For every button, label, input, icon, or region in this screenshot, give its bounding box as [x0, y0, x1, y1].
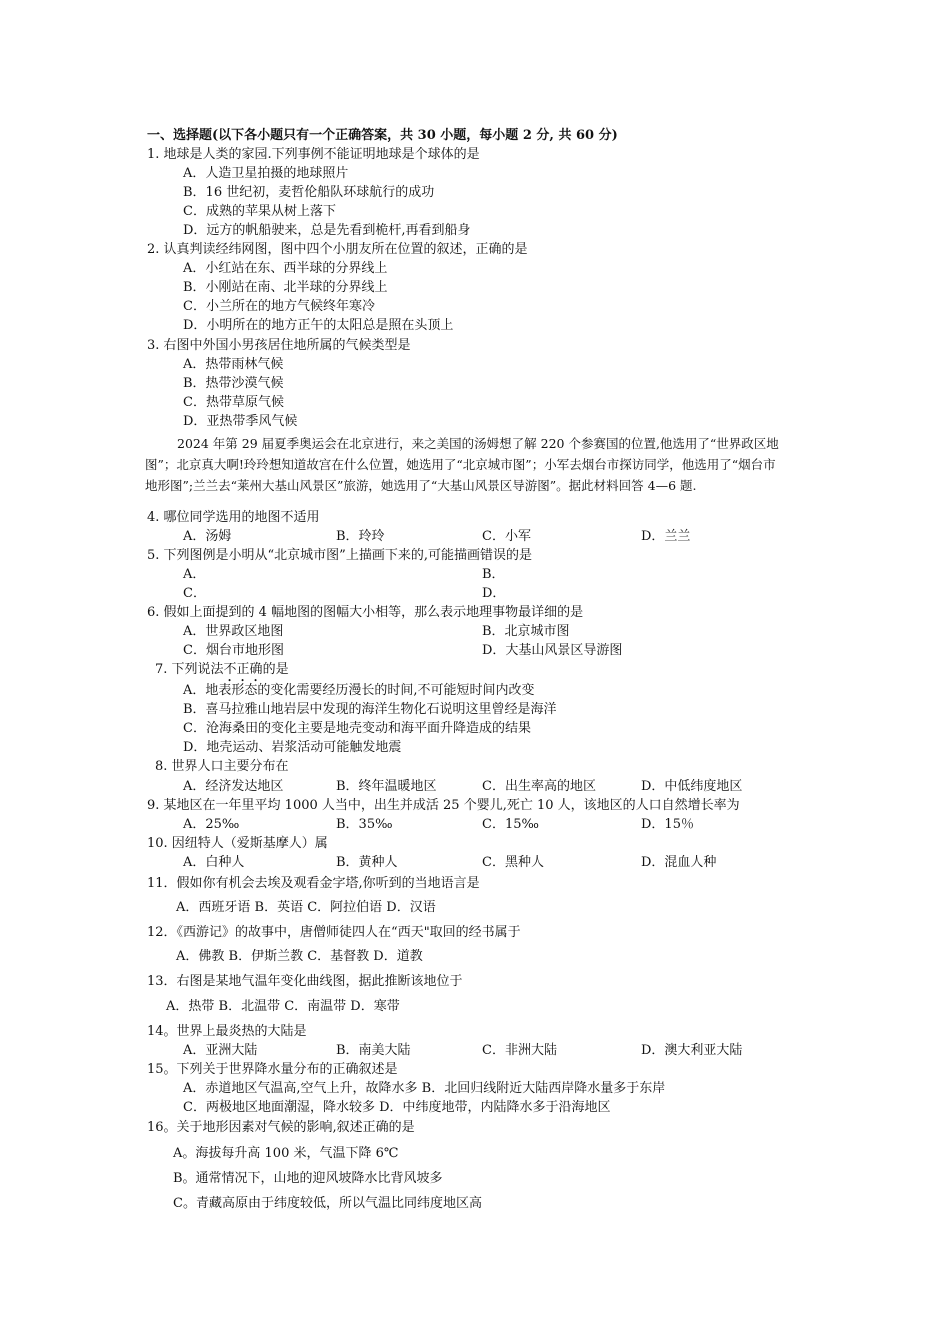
question-4-option-a: A．汤姆 — [183, 529, 232, 544]
section-heading: 一、选择题(以下各小题只有一个正确答案，共 30 小题，每小题 2 分, 共 60 分) — [147, 128, 618, 143]
question-14-stem: 14。世界上最炎热的大陆是 — [147, 1024, 307, 1039]
question-1-option-b: B．16 世纪初，麦哲伦船队环球航行的成功 — [183, 185, 435, 200]
question-2-stem: 2. 认真判读经纬网图，图中四个小朋友所在位置的叙述，正确的是 — [147, 242, 528, 257]
question-8-option-b: B．终年温暖地区 — [336, 779, 437, 794]
question-7-option-c: C．沧海桑田的变化主要是地壳变动和海平面升降造成的结果 — [183, 721, 531, 736]
question-14-option-b: B．南美大陆 — [336, 1043, 411, 1058]
question-7-option-a: A．地表形态的变化需要经历漫长的时间,不可能短时间内改变 — [183, 683, 535, 698]
question-15-stem: 15。下列关于世界降水量分布的正确叙述是 — [147, 1062, 398, 1077]
question-10-option-c: C．黑种人 — [482, 855, 544, 870]
question-2-option-d: D．小明所在的地方正午的太阳总是照在头顶上 — [183, 318, 454, 333]
question-1-option-a: A．人造卫星拍摄的地球照片 — [183, 166, 349, 181]
question-7-stem-suffix: 的是 — [262, 662, 289, 677]
question-2-option-c: C．小兰所在的地方气候终年寒冷 — [183, 299, 375, 314]
question-7-emphasis: 不正确 — [223, 662, 263, 677]
question-2-option-b: B．小刚站在南、北半球的分界线上 — [183, 280, 388, 295]
question-5-option-a: A． — [183, 567, 206, 582]
question-7-option-d: D．地壳运动、岩浆活动可能触发地震 — [183, 740, 402, 755]
question-1-option-d: D．远方的帆船驶来，总是先看到桅杆,再看到船身 — [183, 223, 471, 238]
question-4-option-c: C．小军 — [482, 529, 531, 544]
question-5-option-b: B． — [482, 567, 505, 582]
question-3-option-a: A．热带雨林气候 — [183, 357, 284, 372]
question-7-stem-prefix: 7. 下列说法 — [155, 662, 224, 677]
question-8-option-c: C．出生率高的地区 — [482, 779, 596, 794]
question-1-option-c: C．成熟的苹果从树上落下 — [183, 204, 336, 219]
question-5-stem: 5. 下列图例是小明从“北京城市图”上描画下来的,可能描画错误的是 — [147, 548, 532, 563]
question-5-option-c: C． — [183, 586, 206, 601]
question-14-option-c: C．非洲大陆 — [482, 1043, 557, 1058]
question-2-option-a: A．小红站在东、西半球的分界线上 — [183, 261, 388, 276]
question-12-options: A．佛教 B．伊斯兰教 C．基督教 D．道教 — [176, 949, 423, 964]
question-7-option-b: B．喜马拉雅山地岩层中发现的海洋生物化石说明这里曾经是海洋 — [183, 702, 557, 717]
question-10-option-b: B．黄种人 — [336, 855, 398, 870]
question-10-stem: 10. 因纽特人（爱斯基摩人）属 — [147, 836, 328, 851]
question-8-stem: 8. 世界人口主要分布在 — [155, 759, 289, 774]
question-3-option-c: C．热带草原气候 — [183, 395, 284, 410]
question-15-options-ab: A．赤道地区气温高,空气上升，故降水多 B．北回归线附近大陆西岸降水量多于东岸 — [183, 1081, 666, 1096]
question-3-option-b: B．热带沙漠气候 — [183, 376, 284, 391]
question-1-stem: 1. 地球是人类的家园.下列事例不能证明地球是个球体的是 — [147, 147, 480, 162]
question-10-option-a: A．白种人 — [183, 855, 245, 870]
question-8-option-a: A．经济发达地区 — [183, 779, 284, 794]
reading-material: 2024 年第 29 届夏季奥运会在北京进行，来之美国的汤姆想了解 220 个参赛国的位置,他选用了“世界政区地图”；北京真大啊!玲玲想知道故宫在什么位置，她选用了“北京城市图”；小军去烟台市探访同学，他选用了“烟台市地形图”;兰兰去“莱州大基山风景区”旅游，她选用了“大基山风景区导游图”。据此材料回答 4—6 题. — [145, 436, 779, 493]
question-9-option-c: C．15‰ — [482, 817, 539, 832]
question-3-option-d: D．亚热带季风气候 — [183, 414, 298, 429]
question-16-option-a: A。海拔每升高 100 米，气温下降 6℃ — [173, 1146, 399, 1161]
question-11-stem: 11．假如你有机会去埃及观看金字塔,你听到的当地语言是 — [147, 876, 480, 891]
question-14-option-d: D．澳大利亚大陆 — [641, 1043, 743, 1058]
question-6-option-a: A．世界政区地图 — [183, 624, 284, 639]
question-15-options-cd: C．两极地区地面潮湿，降水较多 D．中纬度地带，内陆降水多于沿海地区 — [183, 1100, 611, 1115]
question-3-stem: 3. 右图中外国小男孩居住地所属的气候类型是 — [147, 338, 411, 353]
question-6-option-d: D．大基山风景区导游图 — [482, 643, 623, 658]
question-6-option-c: C．烟台市地形图 — [183, 643, 284, 658]
question-9-option-b: B．35‰ — [336, 817, 393, 832]
question-16-option-c: C。青藏高原由于纬度较低，所以气温比同纬度地区高 — [173, 1196, 482, 1211]
question-10-option-d: D．混血人种 — [641, 855, 717, 870]
question-16-option-b: B。通常情况下，山地的迎风坡降水比背风坡多 — [173, 1171, 443, 1186]
question-13-stem: 13．右图是某地气温年变化曲线图，据此推断该地位于 — [147, 974, 463, 989]
question-12-stem: 12．《西游记》的故事中，唐僧师徒四人在“西天"取回的经书属于 — [147, 925, 521, 940]
question-4-option-b: B．玲玲 — [336, 529, 385, 544]
question-11-options: A．西班牙语 B．英语 C．阿拉伯语 D．汉语 — [176, 900, 436, 915]
question-6-stem: 6. 假如上面提到的 4 幅地图的图幅大小相等，那么表示地理事物最详细的是 — [147, 605, 584, 620]
question-5-option-d: D． — [482, 586, 506, 601]
question-9-stem: 9. 某地区在一年里平均 1000 人当中，出生并成活 25 个婴儿,死亡 10 人，该地区的人口自然增长率为 — [147, 798, 740, 813]
question-16-stem: 16。关于地形因素对气候的影响,叙述正确的是 — [147, 1120, 415, 1135]
question-8-option-d: D．中低纬度地区 — [641, 779, 743, 794]
question-4-stem: 4. 哪位同学选用的地图不适用 — [147, 510, 320, 525]
question-4-option-d: D．兰兰 — [641, 529, 691, 544]
question-9-option-a: A．25‰ — [183, 817, 240, 832]
question-13-options: A．热带 B．北温带 C．南温带 D．寒带 — [166, 999, 400, 1014]
question-14-option-a: A．亚洲大陆 — [183, 1043, 258, 1058]
question-9-option-d: D．15％ — [641, 817, 694, 832]
question-6-option-b: B．北京城市图 — [482, 624, 570, 639]
